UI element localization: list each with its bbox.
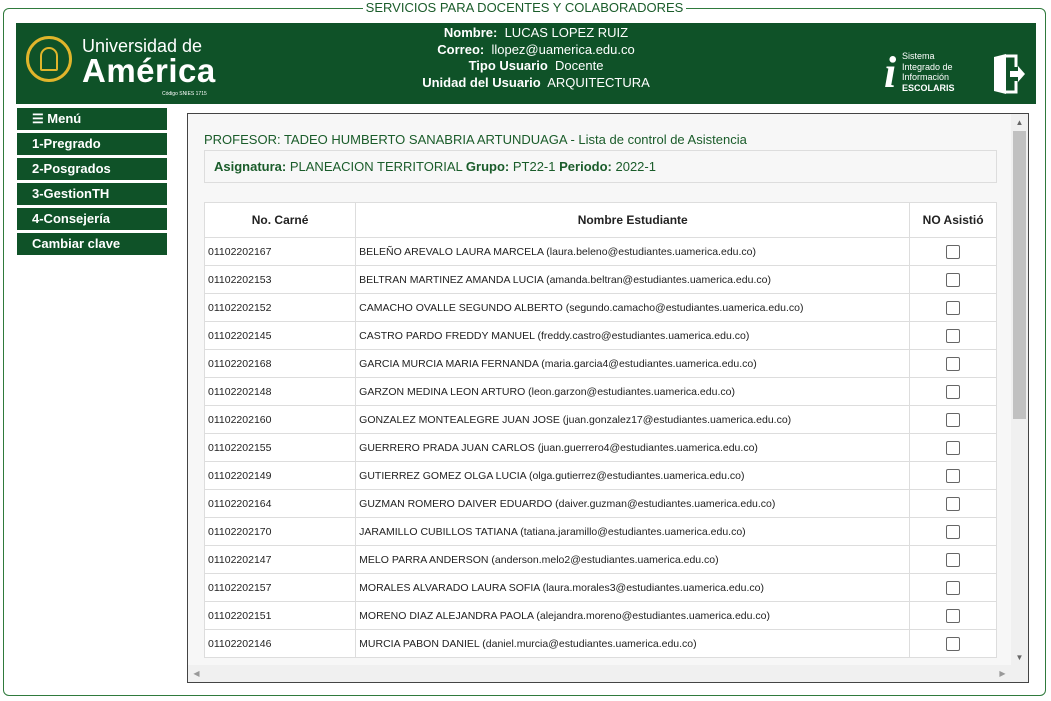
student-id: 01102202153	[205, 266, 356, 294]
user-info	[316, 25, 756, 91]
user-name: LUCAS LOPEZ RUIZ	[504, 25, 629, 40]
absence-cell	[910, 434, 997, 462]
side-menu	[17, 108, 167, 258]
absence-cell	[910, 518, 997, 546]
student-name: GUTIERREZ GOMEZ OLGA LUCIA (olga.gutierrez@estudiantes.uamerica.edu.co)	[356, 462, 910, 490]
absence-checkbox[interactable]	[946, 385, 960, 399]
fieldset-legend: SERVICIOS PARA DOCENTES Y COLABORADORES	[4, 0, 1045, 16]
system-logo	[884, 49, 964, 99]
absence-checkbox[interactable]	[946, 273, 960, 287]
absence-checkbox[interactable]	[946, 497, 960, 511]
user-type: Docente	[555, 58, 604, 73]
info-i-icon: i	[884, 48, 897, 97]
attendance-table	[204, 202, 997, 658]
professor-title: PROFESOR: TADEO HUMBERTO SANABRIA ARTUNDUAGA - Lista de control de Asistencia	[204, 132, 747, 147]
table-row	[205, 378, 997, 406]
student-id: 01102202145	[205, 322, 356, 350]
scroll-down-icon[interactable]: ▼	[1015, 653, 1024, 662]
table-header-row	[205, 203, 997, 238]
periodo-label: Periodo:	[559, 159, 612, 174]
student-name: JARAMILLO CUBILLOS TATIANA (tatiana.jaramillo@estudiantes.uamerica.edu.co)	[356, 518, 910, 546]
menu-toggle[interactable]: ☰ Menú	[17, 108, 167, 130]
absence-checkbox[interactable]	[946, 581, 960, 595]
student-name: MURCIA PABON DANIEL (daniel.murcia@estudiantes.uamerica.edu.co)	[356, 630, 910, 658]
periodo-value: 2022-1	[615, 159, 656, 174]
menu-item-consejeria[interactable]: 4-Consejería	[17, 208, 167, 230]
logo-code: Código SNIES 1715	[162, 91, 207, 97]
table-row	[205, 434, 997, 462]
asignatura-value: PLANEACION TERRITORIAL	[289, 159, 463, 174]
absence-checkbox[interactable]	[946, 301, 960, 315]
scrollbar-thumb[interactable]	[1013, 131, 1026, 419]
menu-item-posgrados[interactable]: 2-Posgrados	[17, 158, 167, 180]
absence-checkbox[interactable]	[946, 553, 960, 567]
student-name: MELO PARRA ANDERSON (anderson.melo2@estudiantes.uamerica.edu.co)	[356, 546, 910, 574]
student-name: CASTRO PARDO FREDDY MANUEL (freddy.castro@estudiantes.uamerica.edu.co)	[356, 322, 910, 350]
grupo-value: PT22-1	[512, 159, 556, 174]
absence-checkbox[interactable]	[946, 329, 960, 343]
student-id: 01102202164	[205, 490, 356, 518]
table-row	[205, 322, 997, 350]
unidad-label: Unidad del Usuario	[422, 74, 541, 90]
student-id: 01102202170	[205, 518, 356, 546]
logo-emblem-icon	[26, 36, 72, 82]
absence-cell	[910, 546, 997, 574]
grupo-label: Grupo:	[465, 159, 510, 174]
absence-cell	[910, 462, 997, 490]
column-header-no-asistio: NO Asistió	[910, 203, 997, 238]
logo-line2: América	[82, 52, 216, 89]
column-header-nombre: Nombre Estudiante	[356, 203, 910, 238]
scroll-left-icon[interactable]: ◀	[193, 669, 200, 678]
university-logo	[26, 33, 216, 97]
table-row	[205, 630, 997, 658]
absence-checkbox[interactable]	[946, 637, 960, 651]
scroll-right-icon[interactable]: ▶	[999, 669, 1006, 678]
table-row	[205, 266, 997, 294]
absence-checkbox[interactable]	[946, 441, 960, 455]
scroll-up-icon[interactable]: ▲	[1015, 118, 1024, 127]
absence-cell	[910, 574, 997, 602]
absence-cell	[910, 266, 997, 294]
table-row	[205, 574, 997, 602]
student-name: CAMACHO OVALLE SEGUNDO ALBERTO (segundo.camacho@estudiantes.uamerica.edu.co)	[356, 294, 910, 322]
student-id: 01102202157	[205, 574, 356, 602]
table-row	[205, 406, 997, 434]
student-id: 01102202148	[205, 378, 356, 406]
student-id: 01102202147	[205, 546, 356, 574]
table-row	[205, 602, 997, 630]
table-row	[205, 490, 997, 518]
column-header-carne: No. Carné	[205, 203, 356, 238]
logout-icon[interactable]	[992, 53, 1026, 95]
logo-line1: Universidad de	[82, 36, 203, 56]
table-row	[205, 546, 997, 574]
student-name: BELEÑO AREVALO LAURA MARCELA (laura.beleno@estudiantes.uamerica.edu.co)	[356, 238, 910, 266]
student-id: 01102202146	[205, 630, 356, 658]
absence-checkbox[interactable]	[946, 525, 960, 539]
absence-cell	[910, 350, 997, 378]
user-email: llopez@uamerica.edu.co	[491, 41, 635, 57]
student-name: GONZALEZ MONTEALEGRE JUAN JOSE (juan.gonzalez17@estudiantes.uamerica.edu.co)	[356, 406, 910, 434]
asignatura-label: Asignatura:	[214, 159, 287, 174]
absence-checkbox[interactable]	[946, 609, 960, 623]
system-name: Sistema Integrado de Información ESCOLARIS	[902, 51, 955, 93]
absence-cell	[910, 630, 997, 658]
vertical-scrollbar[interactable]	[1011, 114, 1028, 666]
menu-item-pregrado[interactable]: 1-Pregrado	[17, 133, 167, 155]
student-name: MORALES ALVARADO LAURA SOFIA (laura.morales3@estudiantes.uamerica.edu.co)	[356, 574, 910, 602]
student-id: 01102202160	[205, 406, 356, 434]
table-row	[205, 518, 997, 546]
student-id: 01102202167	[205, 238, 356, 266]
student-id: 01102202168	[205, 350, 356, 378]
absence-checkbox[interactable]	[946, 413, 960, 427]
student-id: 01102202155	[205, 434, 356, 462]
table-row	[205, 462, 997, 490]
student-name: GUZMAN ROMERO DAIVER EDUARDO (daiver.guzman@estudiantes.uamerica.edu.co)	[356, 490, 910, 518]
student-id: 01102202151	[205, 602, 356, 630]
student-name: MORENO DIAZ ALEJANDRA PAOLA (alejandra.moreno@estudiantes.uamerica.edu.co)	[356, 602, 910, 630]
absence-cell	[910, 238, 997, 266]
nombre-label: Nombre:	[443, 25, 498, 40]
horizontal-scrollbar[interactable]	[188, 665, 1029, 682]
course-info	[204, 150, 997, 183]
student-name: GARZON MEDINA LEON ARTURO (leon.garzon@estudiantes.uamerica.edu.co)	[356, 378, 910, 406]
menu-item-cambiar-clave[interactable]: Cambiar clave	[17, 233, 167, 255]
table-row	[205, 238, 997, 266]
tipo-label: Tipo Usuario	[468, 58, 548, 73]
student-id: 01102202152	[205, 294, 356, 322]
student-name: GUERRERO PRADA JUAN CARLOS (juan.guerrero4@estudiantes.uamerica.edu.co)	[356, 434, 910, 462]
absence-cell	[910, 406, 997, 434]
table-row	[205, 294, 997, 322]
attendance-panel	[187, 113, 1029, 683]
student-name: GARCIA MURCIA MARIA FERNANDA (maria.garcia4@estudiantes.uamerica.edu.co)	[356, 350, 910, 378]
absence-cell	[910, 294, 997, 322]
menu-item-gestionth[interactable]: 3-GestionTH	[17, 183, 167, 205]
student-id: 01102202149	[205, 462, 356, 490]
student-name: BELTRAN MARTINEZ AMANDA LUCIA (amanda.beltran@estudiantes.uamerica.edu.co)	[356, 266, 910, 294]
absence-checkbox[interactable]	[946, 469, 960, 483]
absence-cell	[910, 602, 997, 630]
table-row	[205, 350, 997, 378]
absence-cell	[910, 322, 997, 350]
absence-cell	[910, 378, 997, 406]
absence-cell	[910, 490, 997, 518]
correo-label: Correo:	[437, 41, 485, 57]
header-banner	[16, 23, 1036, 104]
absence-checkbox[interactable]	[946, 245, 960, 259]
user-unit: ARQUITECTURA	[547, 74, 650, 90]
absence-checkbox[interactable]	[946, 357, 960, 371]
